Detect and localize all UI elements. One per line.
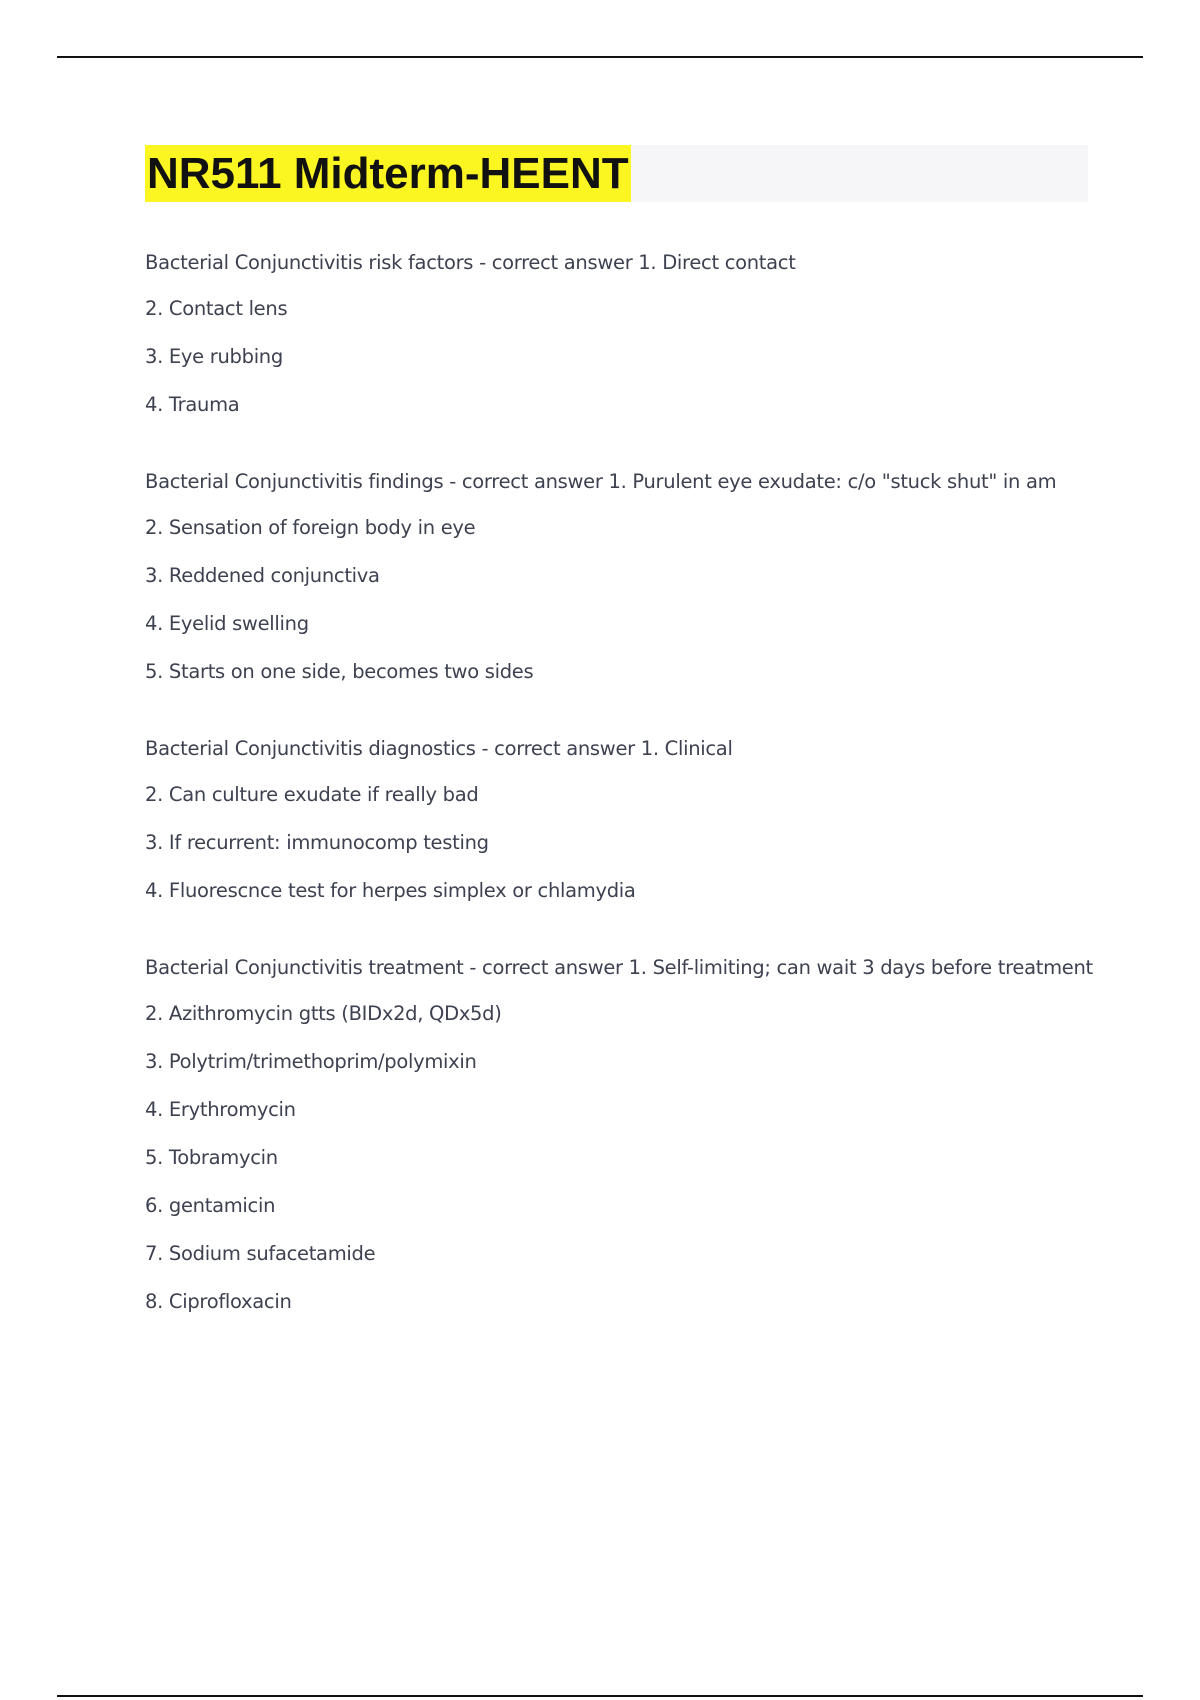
answer-line: 3. Eye rubbing	[145, 345, 283, 368]
answer-line: 5. Tobramycin	[145, 1146, 278, 1169]
answer-line: 3. Reddened conjunctiva	[145, 564, 380, 587]
answer-line: 4. Erythromycin	[145, 1098, 296, 1121]
answer-line: 2. Can culture exudate if really bad	[145, 783, 479, 806]
top-rule	[57, 56, 1143, 58]
section-risk-factors	[145, 247, 1095, 418]
question-line: Bacterial Conjunctivitis treatment - correct answer 1. Self-limiting; can wait 3 days before treatment	[145, 956, 1093, 979]
answer-line: 5. Starts on one side, becomes two sides	[145, 660, 534, 683]
question-line: Bacterial Conjunctivitis findings - correct answer 1. Purulent eye exudate: c/o "stuck shut" in am	[145, 470, 1057, 493]
document-body	[145, 247, 1095, 1363]
question-line: Bacterial Conjunctivitis risk factors - correct answer 1. Direct contact	[145, 251, 796, 274]
document-title: NR511 Midterm-HEENT	[145, 145, 631, 202]
answer-line: 3. Polytrim/trimethoprim/polymixin	[145, 1050, 477, 1073]
question-line: Bacterial Conjunctivitis diagnostics - correct answer 1. Clinical	[145, 737, 733, 760]
section-treatment	[145, 952, 1095, 1315]
answer-line: 4. Fluorescnce test for herpes simplex or chlamydia	[145, 879, 636, 902]
answer-line: 7. Sodium sufacetamide	[145, 1242, 376, 1265]
answer-line: 6. gentamicin	[145, 1194, 276, 1217]
section-diagnostics	[145, 733, 1095, 904]
answer-line: 4. Eyelid swelling	[145, 612, 309, 635]
answer-line: 2. Contact lens	[145, 297, 288, 320]
bottom-rule	[57, 1695, 1143, 1697]
answer-line: 4. Trauma	[145, 393, 240, 416]
answer-line: 2. Sensation of foreign body in eye	[145, 516, 476, 539]
answer-line: 3. If recurrent: immunocomp testing	[145, 831, 489, 854]
answer-line: 8. Ciprofloxacin	[145, 1290, 292, 1313]
section-findings	[145, 466, 1095, 685]
answer-line: 2. Azithromycin gtts (BIDx2d, QDx5d)	[145, 1002, 502, 1025]
